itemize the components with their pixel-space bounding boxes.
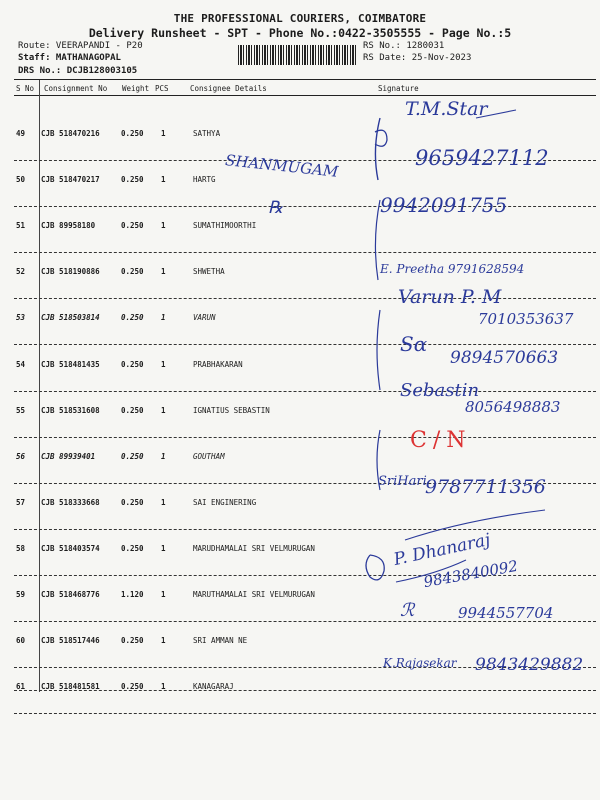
signature-61-b: 9843429882 (475, 655, 584, 675)
row-sno: 57 (16, 498, 26, 507)
header-rule (14, 79, 596, 80)
signature-50-phone: 9659427112 (415, 146, 549, 170)
signature-51-mark: ℞ (268, 198, 284, 218)
row-consignee: MARUDHAMALAI SRI VELMURUGAN (193, 544, 315, 553)
row-consignment-no: CJB 89958180 (41, 221, 96, 230)
signature-53-c: 7010353637 (478, 310, 574, 328)
row-pcs: 1 (161, 221, 166, 230)
row-consignment-no: CJB 518503814 (41, 313, 100, 322)
drs-label: DRS No.: DCJB128003105 (18, 66, 138, 76)
row-consignment-no: CJB 518470216 (41, 129, 100, 138)
row-consignee: MARUTHAMALAI SRI VELMURUGAN (193, 590, 315, 599)
signature-59: 9843840092 (422, 556, 520, 592)
row-consignment-no: CJB 518481435 (41, 360, 100, 369)
signature-60-phone: 9944557704 (458, 604, 554, 622)
row-consignee: SRI AMMAN NE (193, 636, 248, 645)
staff-label: Staff: MATHANAGOPAL (18, 53, 121, 63)
row-separator (14, 206, 596, 207)
signature-56: C/N (410, 428, 472, 453)
col-consignee: Consignee Details (190, 84, 267, 93)
row-consignee: KANAGARAJ (193, 682, 234, 691)
signature-57-a: SriHari (378, 474, 427, 489)
row-pcs: 1 (161, 452, 166, 461)
row-weight: 1.120 (121, 590, 144, 599)
row-weight: 0.250 (121, 682, 144, 691)
signature-57-b: 9787711356 (425, 476, 546, 498)
row-consignee: SUMATHIMOORTHI (193, 221, 257, 230)
column-rule (14, 95, 596, 96)
row-sno: 56 (16, 452, 26, 461)
col-sno: S No (16, 84, 35, 93)
table-bottom-rule (14, 690, 596, 691)
signature-54-mark: Sɑ (400, 332, 428, 356)
row-sno: 54 (16, 360, 26, 369)
signature-61-a: K.Rajasekar (383, 656, 457, 670)
row-weight: 0.250 (121, 175, 144, 184)
sno-divider (39, 80, 40, 692)
signature-55-a: Sebastin (400, 380, 480, 401)
row-sno: 60 (16, 636, 26, 645)
row-consignee: VARUN (193, 313, 216, 322)
row-pcs: 1 (161, 682, 166, 691)
row-pcs: 1 (161, 406, 166, 415)
row-sno: 61 (16, 682, 26, 691)
row-pcs: 1 (161, 267, 166, 276)
route-label: Route: VEERAPANDI - P20 (18, 41, 143, 51)
row-sno: 58 (16, 544, 26, 553)
rs-number: RS No.: 1280031 (363, 41, 445, 51)
signature-50-name: SHANMUGAM (224, 151, 340, 181)
rs-date: RS Date: 25-Nov-2023 (363, 53, 472, 63)
signature-54-phone: 9894570663 (450, 348, 559, 368)
row-consignment-no: CJB 89939401 (41, 452, 96, 461)
row-consignee: SHWETHA (193, 267, 225, 276)
row-weight: 0.250 (121, 360, 144, 369)
row-consignment-no: CJB 518333668 (41, 498, 100, 507)
row-separator (14, 252, 596, 253)
row-separator (14, 344, 596, 345)
row-weight: 0.250 (121, 313, 144, 322)
col-weight: Weight (122, 84, 150, 93)
signature-55-b: 8056498883 (465, 398, 561, 416)
col-pcs: PCS (155, 84, 169, 93)
row-consignment-no: CJB 518517446 (41, 636, 100, 645)
row-consignment-no: CJB 518531608 (41, 406, 100, 415)
row-pcs: 1 (161, 590, 166, 599)
row-weight: 0.250 (121, 129, 144, 138)
row-sno: 51 (16, 221, 26, 230)
row-consignee: HARTG (193, 175, 216, 184)
barcode-image (238, 45, 358, 65)
row-consignee: PRABHAKARAN (193, 360, 243, 369)
row-sno: 50 (16, 175, 26, 184)
row-consignee: SATHYA (193, 129, 221, 138)
row-sno: 52 (16, 267, 26, 276)
row-separator (14, 298, 596, 299)
row-weight: 0.250 (121, 267, 144, 276)
row-weight: 0.250 (121, 406, 144, 415)
company-title: THE PROFESSIONAL COURIERS, COIMBATORE (173, 12, 427, 25)
runsheet-subtitle: Delivery Runsheet - SPT - Phone No.:0422-3505555 - Page No.:5 (88, 26, 512, 40)
row-sno: 55 (16, 406, 26, 415)
row-consignment-no: CJB 518403574 (41, 544, 100, 553)
col-signature: Signature (378, 84, 419, 93)
row-weight: 0.250 (121, 221, 144, 230)
row-pcs: 1 (161, 175, 166, 184)
row-pcs: 1 (161, 544, 166, 553)
row-separator (14, 713, 596, 714)
row-consignee: GOUTHAM (193, 452, 225, 461)
signature-49: T.M.Star (405, 98, 488, 120)
row-pcs: 1 (161, 636, 166, 645)
row-pcs: 1 (161, 498, 166, 507)
row-sno: 49 (16, 129, 26, 138)
col-consignment: Consignment No (44, 84, 108, 93)
row-consignment-no: CJB 518468776 (41, 590, 100, 599)
row-consignee: IGNATIUS SEBASTIN (193, 406, 270, 415)
row-pcs: 1 (161, 360, 166, 369)
row-pcs: 1 (161, 313, 166, 322)
signature-58: P. Dhanaraj (391, 530, 493, 570)
signature-53-a: E. Preetha 9791628594 (380, 262, 525, 276)
signature-60-mark: ℛ (400, 600, 415, 621)
row-consignment-no: CJB 518470217 (41, 175, 100, 184)
row-weight: 0.250 (121, 498, 144, 507)
row-weight: 0.250 (121, 544, 144, 553)
row-weight: 0.250 (121, 452, 144, 461)
row-pcs: 1 (161, 129, 166, 138)
row-separator (14, 529, 596, 530)
signature-51-phone: 9942091755 (380, 193, 508, 217)
row-consignment-no: CJB 518190886 (41, 267, 100, 276)
row-sno: 59 (16, 590, 26, 599)
row-weight: 0.250 (121, 636, 144, 645)
row-separator (14, 437, 596, 438)
row-separator (14, 391, 596, 392)
signature-53-b: Varun P. M (398, 286, 502, 308)
row-consignment-no: CJB 518481581 (41, 682, 100, 691)
row-sno: 53 (16, 313, 26, 322)
row-consignee: SAI ENGINERING (193, 498, 257, 507)
